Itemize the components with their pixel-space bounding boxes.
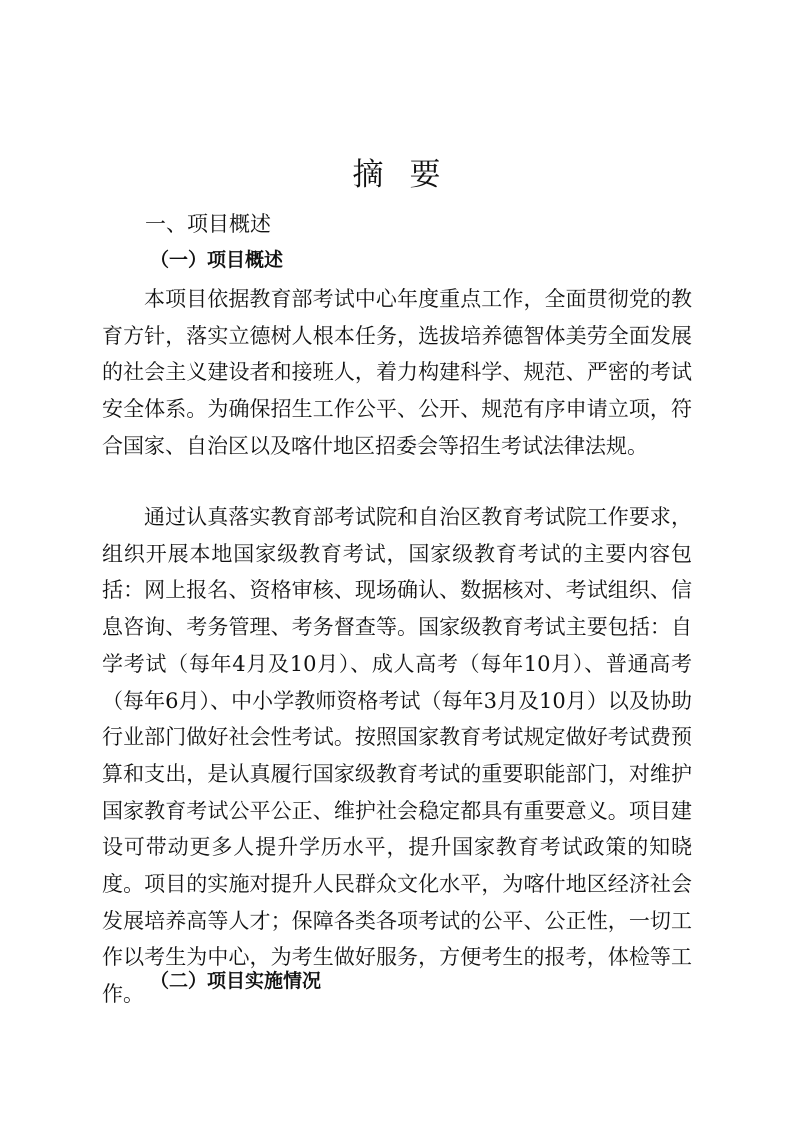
- body-paragraph-2: 通过认真落实教育部考试院和自治区教育考试院工作要求，组织开展本地国家级教育考试，国家级教育考试的主要内容包括：网上报名、资格审核、现场确认、数据核对、考试组织、信息咨询、考务管理、考务督查等。国家级教育考试主要包括：自学考试（每年4月及10月）、成人高考（每年10月）、普通高考（每年6月）、中小学教师资格考试（每年3月及10月）以及协助行业部门做好社会性考试。按照国家教育考试规定做好考试费预算和支出，是认真履行国家级教育考试的重要职能部门，对维护国家教育考试公平公正、维护社会稳定都具有重要意义。项目建设可带动更多人提升学历水平，提升国家教育考试政策的知晓度。项目的实施对提升人民群众文化水平，为喀什地区经济社会发展培养高等人才；保障各类各项考试的公平、公正性，一切工作以考生为中心，为考生做好服务，方便考生的报考，体检等工作。: [102, 505, 692, 1007]
- page-title: 摘要: [352, 157, 467, 193]
- subsection-heading-overview: （一）项目概述: [150, 249, 284, 271]
- subsection-heading-implementation: （二）项目实施情况: [150, 970, 322, 992]
- section-heading: 一、项目概述: [145, 212, 271, 236]
- body-paragraph-1: 本项目依据教育部考试中心年度重点工作，全面贯彻党的教育方针，落实立德树人根本任务，选拔培养德智体美劳全面发展的社会主义建设者和接班人，着力构建科学、规范、严密的考试安全体系。为确保招生工作公平、公开、规范有序申请立项，符合国家、自治区以及喀什地区招委会等招生考试法律法规。: [102, 287, 692, 458]
